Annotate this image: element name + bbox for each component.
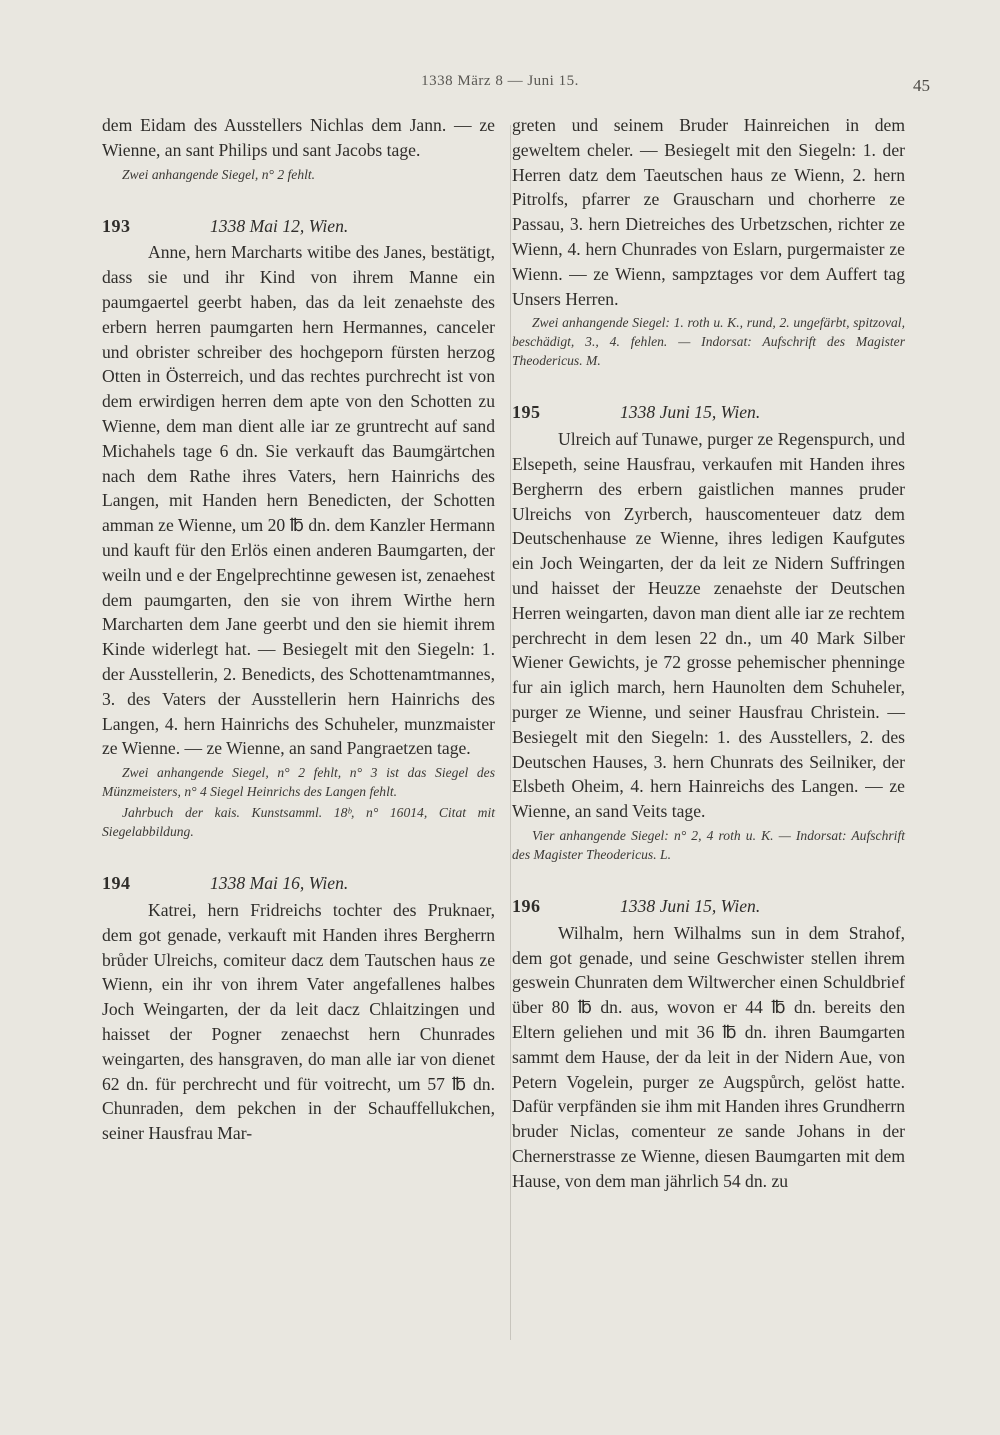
seal-note: Zwei anhangende Siegel: 1. roth u. K., rund, 2. ungefärbt, spitzoval, beschädigt, 3., 4. fehlen. — Indorsat: Aufschrift des Magister Theodericus. M. xyxy=(512,315,905,369)
left-column xyxy=(102,113,495,1146)
entry-date: 1338 Juni 15, Wien. xyxy=(620,895,761,916)
entry-date: 1338 Juni 15, Wien. xyxy=(620,402,761,423)
entry-193-body: Anne, hern Marcharts witibe des Janes, bestätigt, dass sie und ihr Kind von ihrem Manne ein paumgaertel geerbt haben, das da leit zenaehste des erbern herren paumgarten hern Hermannes, canceler und obrister schreiber des hochgeporn fürsten herzog Otten in Österreich, und das rechtes purchrecht ist von dem erwirdigen herren dem apte von den Schotten zu Wienne, dem man dient alle iar ze gruntrecht auf sand Michahels tage 6 dn. Sie verkauft das Baumgärtchen nach dem Rathe ihres Vaters, hern Hainrichs des Langen, mit Handen hern Benedicten, der Schotten amman ze Wienne, um 20 ℔ dn. dem Kanzler Hermann und kauft für den Erlös einen anderen Baumgarten, der weiln und e der Engelprechtinne gewesen ist, zenaehest dem paumgarten, den sie von ihrem Wirthe hern Marcharten dem Jane geerbt und den sie hiemit ihrem Kinde widerlegt hat. — Besiegelt mit den Siegeln: 1. der Ausstellerin, 2. Benedicts, des Schottenamtmannes, 3. des Vaters der Ausstellerin hern Hainrichs des Langen, 4. hern Hainrichs des Schuheler, munzmaister ze Wienne. — ze Wienne, an sand Pangraetzen tage. xyxy=(102,242,495,759)
page-number: 45 xyxy=(913,76,930,95)
entry-195-heading xyxy=(512,400,905,425)
entry-196-heading xyxy=(512,894,905,919)
column-divider xyxy=(510,125,511,1340)
entry-date: 1338 Mai 16, Wien. xyxy=(210,873,349,894)
seal-note: Zwei anhangende Siegel, n° 2 fehlt. xyxy=(122,166,316,182)
entry-195-seal-note: Vier anhangende Siegel: n° 2, 4 roth u. K. — Indorsat: Aufschrift des Magister Theodericus. L. xyxy=(512,827,905,862)
continued-paragraph: greten und seinem Bruder Hainreichen in dem geweltem cheler. — Besiegelt mit den Siegeln: 1. der Herren datz dem Taeutschen haus ze Wienn, 2. hern Pitrolfs, pfarrer ze Grauscharn und chorherre ze Passau, 3. hern Dietreiches des Urbetzschen, richter ze Wienn, 4. hern Chunrades von Eslarn, purgermaister ze Wienn. — ze Wienn, sampztages vor dem Auffert tag Unsers Herren. xyxy=(512,115,905,309)
entry-number: 195 xyxy=(512,402,541,423)
entry-193-heading xyxy=(102,214,495,239)
entry-number: 194 xyxy=(102,873,131,894)
running-title: 1338 März 8 — Juni 15. xyxy=(421,73,579,89)
entry-194-heading xyxy=(102,871,495,896)
entry-number: 196 xyxy=(512,895,541,916)
right-column xyxy=(512,113,905,1193)
entry-193-seal-note: Zwei anhangende Siegel, n° 2 fehlt, n° 3 ist das Siegel des Münzmeisters, n° 4 Siegel Heinrichs des Langen fehlt. xyxy=(102,765,495,800)
entry-number: 193 xyxy=(102,215,131,236)
entry-194-body: Katrei, hern Fridreichs tochter des Pruknaer, dem got genade, verkauft mit Handen ihres Bergherrn brůder Ulreichs, comiteur dacz dem Tautschen haus ze Wienn, ein ihr von ihrem Vater angefallenes halbes Joch Weingarten, der da leit dacz Chlaitzingen und haisset der Pogner zenaechst hern Chunrades weingarten, des hansgraven, do man alle iar von dienet 62 dn. für perchrecht und für voitrecht, um 57 ℔ dn. Chunraden, dem pekchen in der Schauffellukchen, seiner Hausfrau Mar- xyxy=(102,899,495,1144)
entry-193-reference-note: Jahrbuch der kais. Kunstsamml. 18ᵇ, n° 16014, Citat mit Siegelabbildung. xyxy=(102,805,495,840)
continued-paragraph: dem Eidam des Ausstellers Nichlas dem Jann. — ze Wienne, an sant Philips und sant Jacobs tage. xyxy=(102,115,495,160)
entry-date: 1338 Mai 12, Wien. xyxy=(210,215,349,236)
entry-196-body: Wilhalm, hern Wilhalms sun in dem Strahof, dem got genade, und seine Geschwister stellen ihrem geswein Chunraten dem Wiltwercher einen Schuldbrief über 80 ℔ dn. aus, wovon er 44 ℔ dn. bereits den Eltern geliehen und mit 36 ℔ dn. ihren Baumgarten sammt dem Hause, der da leit in der Nidern Aue, von Petern Vogelein, purger ze Augspůrch, gelöst hatte. Dafür verpfänden sie ihm mit Handen ihres Grundherrn bruder Niclas, comenteur ze sande Johans in der Chernerstrasse ze Wienne, diesen Baumgarten mit dem Hause, von dem man jährlich 54 dn. zu xyxy=(512,922,905,1191)
entry-195-body: Ulreich auf Tunawe, purger ze Regenspurch, und Elsepeth, seine Hausfrau, verkaufen mit Handen ihres Bergherrn des erbern gaistlichen mannes pruder Ulreichs von Zyrberch, hauscomenteuer datz dem Deutschenhause ze Wienne, ihres ledigen Kaufgutes ein Joch Weingarten, der da leit ze Nidern Suffringen und haisset der Heuzze zenaehste der Deutschen Herren weingarten, davon man dient alle iar ze rechtem perchrecht in dem lesen 22 dn., um 40 Mark Silber Wiener Gewichts, je 72 grosse pehemischer phenninge fur ain iglich march, hern Haunolten dem Schuheler, purger ze Wienne, und seiner Hausfrau Christein. — Besiegelt mit den Siegeln: 1. des Ausstellers, 2. des Deutschen Hauses, 3. hern Chunrats des Seilniker, der Elsbeth Oheim, 4. hern Hainreichs des Langen. — ze Wienne, an sand Veits tage. xyxy=(512,429,905,822)
